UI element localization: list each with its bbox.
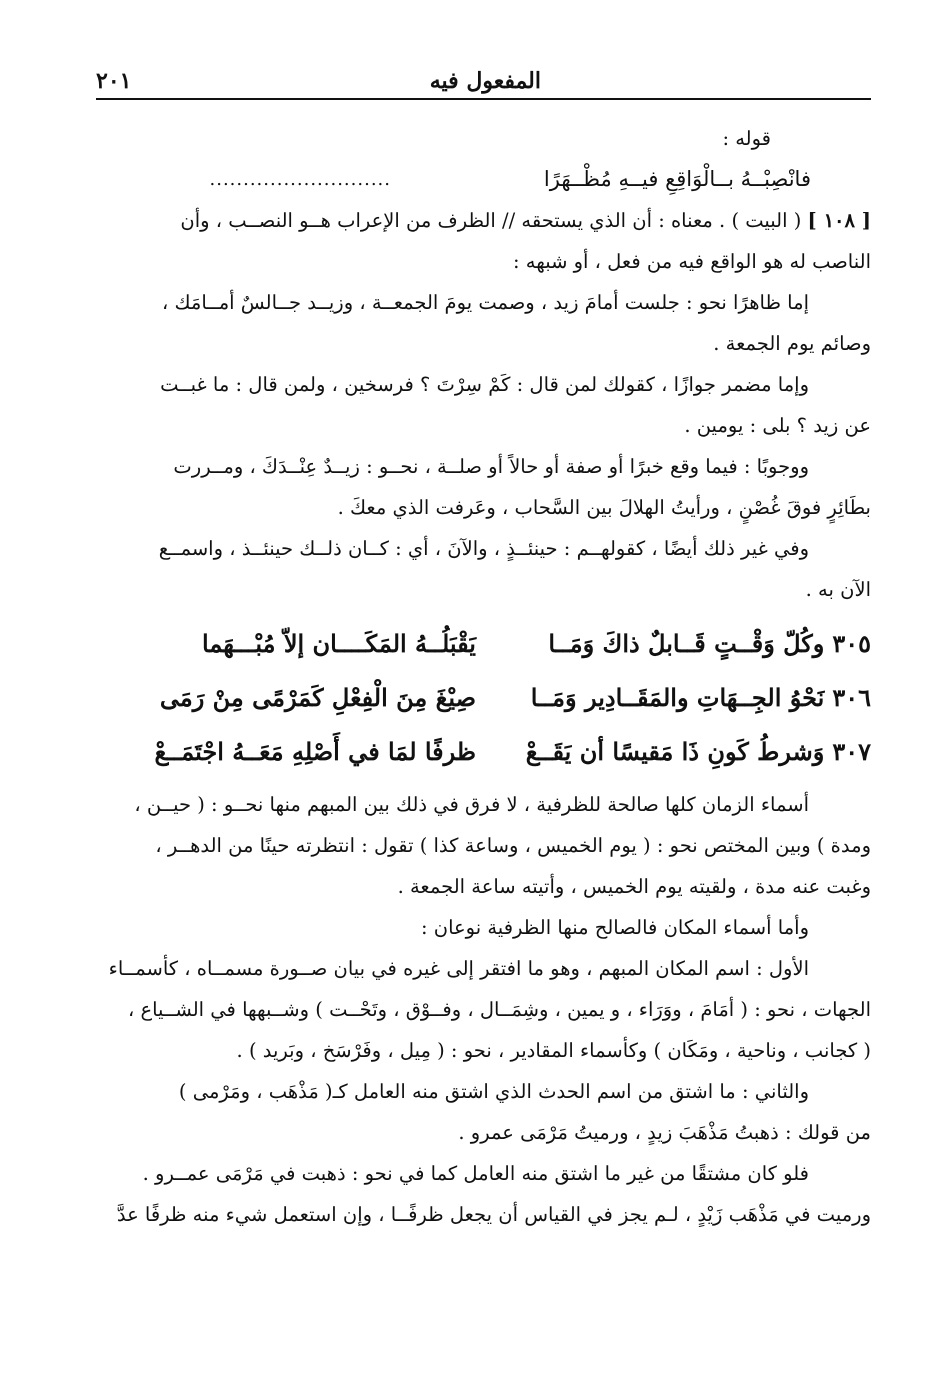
paragraph-line: عن زيد ؟ بلى : يومين . <box>684 414 871 437</box>
verse-number: ٣٠٥ <box>832 628 871 658</box>
page-header <box>96 62 871 100</box>
paragraph-line: وفي غير ذلك أيضًا ، كقولهــم : حينئــذٍ ، والآنَ ، أي : كــان ذلــك حينئــذ ، واسمــع <box>158 537 809 560</box>
verse-305 <box>96 616 871 670</box>
qawluhu-label: قوله : <box>722 127 771 150</box>
paragraph-number: [ ١٠٨ ] <box>807 209 871 232</box>
paragraph-108-line-1 <box>96 200 871 241</box>
verse-first-text: نَحْوُ الجِــهَاتِ والمَقَــادِير وَمَــا <box>530 682 825 712</box>
verse-307 <box>96 724 871 778</box>
verse-first-half <box>511 677 871 718</box>
verse-second-half: يَقْبَلُــهُ المَكَــــان إلاّ مُبْـــهَما <box>202 628 476 658</box>
paragraph-line: بطَائِرٍ فوقَ غُصْنٍ ، ورأيتُ الهلالَ بين السَّحاب ، وعَرفت الذي معكَ . <box>337 496 871 519</box>
verse-number: ٣٠٦ <box>832 682 871 712</box>
verse-first-half <box>511 623 871 664</box>
paragraph-108-line-2: الناصب له هو الواقع فيه من فعل ، أو شبهه : <box>513 250 871 273</box>
paragraph-line: إما ظاهرًا نحو : جلست أمامَ زيد ، وصمت يومَ الجمعــة ، وزيــد جــالسٌ أمــامَك ، <box>162 291 809 314</box>
commentary-line: من قولك : ذهبتُ مَذْهَبَ زيدٍ ، ورميتُ مَرْمَى عمرو . <box>458 1121 871 1144</box>
commentary-line: وأما أسماء المكان فالصالح منها الظرفية نوعان : <box>420 916 809 939</box>
commentary-line: فلو كان مشتقًا من غير ما اشتق منه العامل كما في نحو : ذهبت في مَرْمَى عمــرو . <box>142 1162 809 1185</box>
paragraph-line: ووجوبًا : فيما وقع خبرًا أو صفة أو حالاً أو صلــة ، نحــو : زيــدٌ عِنْــدَكَ ، ومــررت <box>173 455 809 478</box>
page-number: ٢٠١ <box>96 68 132 94</box>
quoted-verse <box>96 159 871 200</box>
paragraph-text: ( البيت ) . معناه : أن الذي يستحقه // الظرف من الإعراب هــو النصــب ، وأن <box>180 209 802 232</box>
commentary-line: ورميت في مَذْهَب زَيْدٍ ، لـم يجز في القياس أن يجعل ظرفًــا ، وإن استعمل شيء منه ظرفًا عدَّ <box>116 1203 871 1226</box>
quoted-verse-dots: ........................... <box>209 169 391 190</box>
page-body <box>96 118 871 1235</box>
paragraph-line: الآن به . <box>805 578 871 601</box>
commentary-line: الجهات ، نحو : ( أمَامَ ، ووَرَاء ، و يمين ، وشِمَــال ، وفــوْق ، وتَحْــت ) وشــبهها في الشــياع ، <box>127 998 871 1021</box>
commentary-line: ( كجانب ، وناحية ، ومَكَان ) وكأسماء المقادير ، نحو : ( مِيل ، وفَرْسَخ ، وبَريد ) . <box>236 1039 871 1062</box>
verse-first-text: وَشرطُ كَونِ ذَا مَقيسًا أن يَقَــعْ <box>525 736 825 766</box>
verse-second-half: صِيْغَ مِنَ الْفِعْلِ كَمَرْمًى مِنْ رَمَى <box>159 682 476 712</box>
paragraph-line: وإما مضمر جوازًا ، كقولك لمن قال : كَمْ سِرْتَ ؟ فرسخين ، ولمن قال : ما غبــت <box>160 373 809 396</box>
verse-first-text: وكُلّ وَقْــتٍ قَــابلٌ ذاكَ وَمَــا <box>548 628 825 658</box>
commentary-line: ومدة ) وبين المختص نحو : ( يوم الخميس ، وساعة كذا ) تقول : انتظرته حينًا من الدهــر ، <box>155 834 871 857</box>
commentary-line: وغبت عنه مدة ، ولقيته يوم الخميس ، وأتيته ساعة الجمعة . <box>397 875 871 898</box>
quoted-verse-half: فانْصِبْــهُ بــالْوَاقِعِ فيــهِ مُظْــهَرًا <box>543 167 811 191</box>
paragraph-line: وصائم يوم الجمعة . <box>713 332 871 355</box>
verse-first-half <box>511 731 871 772</box>
commentary-line: الأول : اسم المكان المبهم ، وهو ما افتقر إلى غيره في بيان صــورة مسمــاه ، كأسمــاء <box>108 957 809 980</box>
page-title: المفعول فيه <box>429 68 541 94</box>
verse-306 <box>96 670 871 724</box>
verse-number: ٣٠٧ <box>832 736 871 766</box>
commentary-line: أسماء الزمان كلها صالحة للظرفية ، لا فرق في ذلك بين المبهم منها نحــو : ( حيــن ، <box>134 793 809 816</box>
verse-second-half: ظرفًا لمَا في أَصْلِهِ مَعَــهُ اجْتَمَــعْ <box>154 736 476 766</box>
alfiyya-verses <box>96 616 871 778</box>
commentary-line: والثاني : ما اشتق من اسم الحدث الذي اشتق منه العامل كـ( مَذْهَب ، ومَرْمى ) <box>178 1080 809 1103</box>
